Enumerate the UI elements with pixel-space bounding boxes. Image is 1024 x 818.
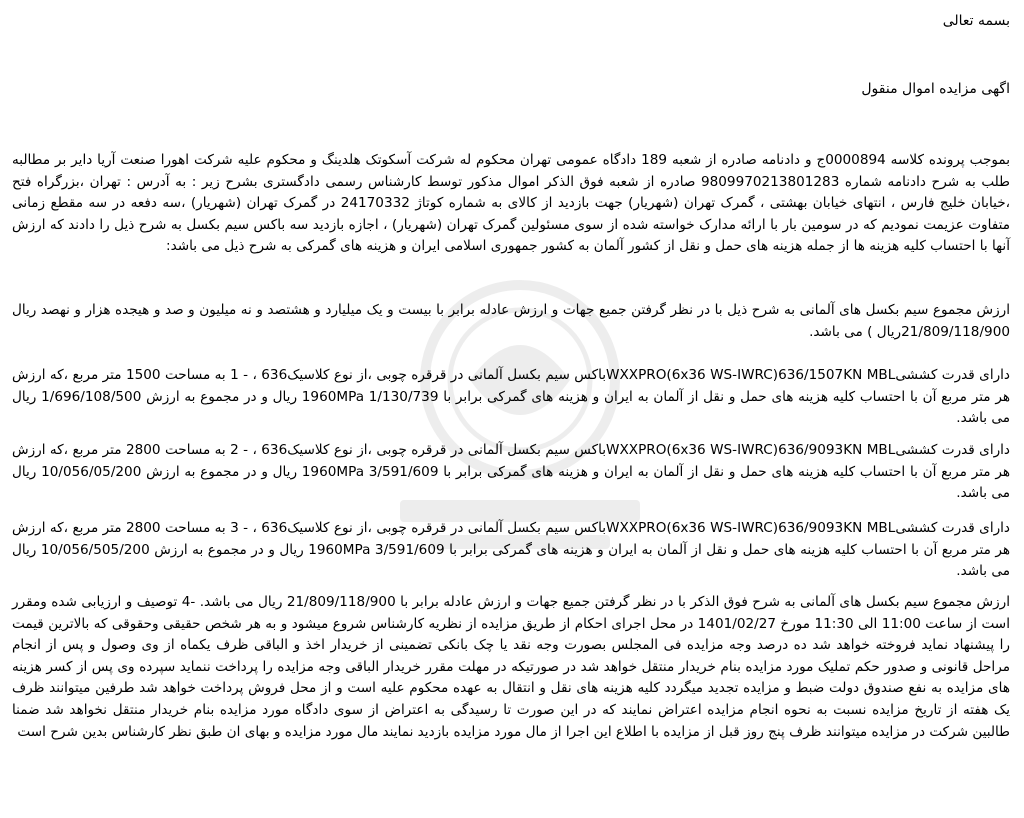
- list-item-3: دارای قدرت کششیWXXPRO(6x36 WS-IWRC)636/9093KN MBLباکس سیم بکسل آلمانی در قرقره چوبی ،از نوع کلاسیک636 ، - 3 به مساحت 2800 متر مربع ،که ارزش هر متر مربع آن با احتساب کلیه هزینه های حمل و نقل از آلمان به ایران و هزینه های گمرکی برابر با 1960MPa 3/591/609 ریال و در مجموع به ارزش 10/056/505/200 ریال می باشد.: [12, 520, 1010, 580]
- intro-paragraph: بموجب پرونده کلاسه 0000894ج و دادنامه صادره از شعبه 189 دادگاه عمومی تهران محکوم له شرکت آسکوتک هلدینگ و محکوم علیه شرکت اهورا صنعت آریا دایر بر مطالبه طلب به شرح دادنامه شماره 9809970213801283 صادره از شعبه فوق الذکر اموال مذکور توسط کارشناس رسمی دادگستری بشرح زیر : به آدرس : تهران ،بزرگراه فتح ،خیابان خلیج فارس ، انتهای خیابان بهشتی ، گمرک تهران (شهریار) جهت بازدید از کالای به شماره کوتاژ 24170332 در گمرک تهران (شهریار) ،سه دفعه در سه مقطع زمانی متفاوت عزیمت نمودیم که در سومین بار با ارائه مدارک خواسته شده از سوی مسئولین گمرک تهران (شهریار) ، اجازه بازدید سه باکس سیم بکسل به شرح ذیل را دادند که ارزش آنها با احتساب کلیه هزینه ها از جمله هزینه های حمل و نقل از کشور آلمان به کشور جمهوری اسلامی ایران و هزینه های گمرکی به شرح ذیل می باشد:: [12, 152, 1011, 255]
- closing-paragraph: ارزش مجموع سیم بکسل های آلمانی به شرح فوق الذکر با در نظر گرفتن جمیع جهات و ارزش عادله برابر با 21/809/118/900 ریال می باشد. -4 توصیف و ارزیابی شده ومقرر است از ساعت 11:00 الی 11:30 مورخ 1401/02/27 در محل اجرای احکام از طریق مزایده از نظریه کارشناس شروع میشود و به هر شخص حقیقی وحقوقی که بالاترین قیمت را پیشنهاد نماید فروخته خواهد شد ده درصد وجه مزایده فی المجلس بصورت وجه نقد یا چک بانکی تضمینی از خریدار اخذ و الباقی ظرف یکماه از وی وصول و پس از انجام مراحل قانونی و صدور حکم تملیک مورد مزایده بنام خریدار منتقل خواهد شد در صورتیکه در مهلت مقرر خریدار الباقی وجه مزایده را پرداخت ننماید سپرده وی پس از کسر هزینه های مزایده به نفع صندوق دولت ضبط و مزایده تجدید میگردد کلیه هزینه های نقل و انتقال به عهده محکوم علیه است و از محل فروش پرداخت خواهد شد طرفین میتوانند ظرف یک هفته از تاریخ مزایده نسبت به نحوه انجام مزایده اعتراض نمایند که در این صورت تا رسیدگی به اعتراض از سوی دادگاه مورد مزایده بنام خریدار منتقل نخواهد شد ضمنا طالبین شرکت در مزایده میتوانند ظرف پنج روز قبل از مزایده با اطلاع این اجرا از مال مورد مزایده بازدید نمایند مال مورد مزایده و بهای ان طبق نظر کارشناس بدین شرح است: [12, 594, 1010, 740]
- list-item-2: دارای قدرت کششیWXXPRO(6x36 WS-IWRC)636/9093KN MBLباکس سیم بکسل آلمانی در قرقره چوبی ،از نوع کلاسیک636 ، - 2 به مساحت 2800 متر مربع ،که ارزش هر متر مربع آن با احتساب کلیه هزینه های حمل و نقل از آلمان به ایران و هزینه های گمرکی برابر با 1960MPa 3/591/609 ریال و در مجموع به ارزش 10/056/05/200 ریال می باشد.: [12, 442, 1010, 502]
- basmala-heading: بسمه تعالی: [942, 13, 1010, 29]
- summary-paragraph: ارزش مجموع سیم بکسل های آلمانی به شرح ذیل با در نظر گرفتن جمیع جهات و ارزش عادله برابر با بیست و یک میلیارد و هشتصد و نه میلیون و صد و هیجده هزار و نهصد ریال 21/809/118/900ریال ) می باشد.: [12, 302, 1010, 340]
- document-title: اگهی مزایده اموال منقول: [861, 81, 1010, 97]
- list-item-1: دارای قدرت کششیWXXPRO(6x36 WS-IWRC)636/1507KN MBLباکس سیم بکسل آلمانی در قرقره چوبی ،از نوع کلاسیک636 ، - 1 به مساحت 1500 متر مربع ،که ارزش هر متر مربع آن با احتساب کلیه هزینه های حمل و نقل از آلمان به ایران و هزینه های گمرکی برابر با 1960MPa 1/130/739 ریال و در مجموع به ارزش 1/696/108/500 ریال می باشد.: [12, 367, 1010, 427]
